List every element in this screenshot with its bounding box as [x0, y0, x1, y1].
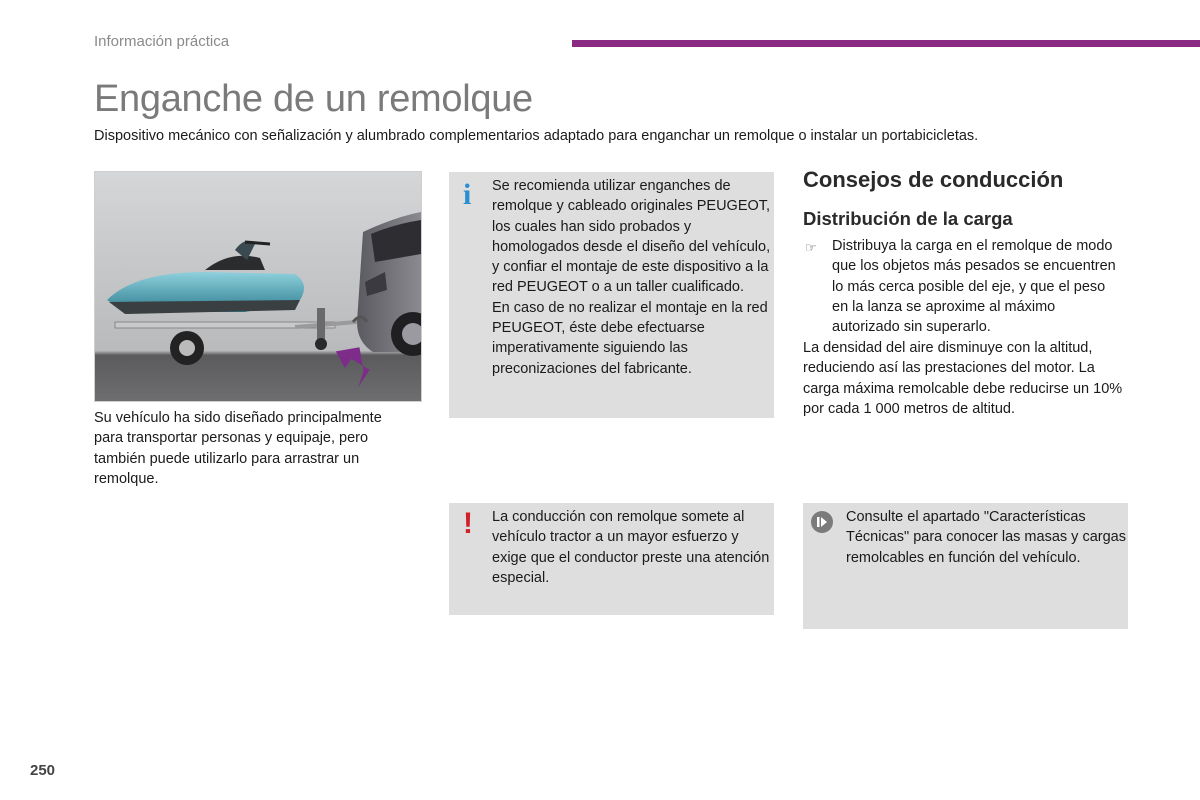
- load-bullet: [803, 236, 1123, 337]
- pointing-hand-icon: ☞: [805, 240, 817, 255]
- info-text: [492, 176, 772, 379]
- reference-box: [803, 503, 1128, 629]
- reference-text: Consulte el apartado "Características Técnicas" para conocer las masas y cargas remolcables en función del vehículo.: [846, 509, 1126, 566]
- intro-text: Su vehículo ha sido diseñado principalmente para transportar personas y equipaje, pero también puede utilizarlo para arrastrar un remolque.: [94, 410, 382, 487]
- driving-tips-heading: Consejos de conducción: [803, 167, 1064, 192]
- load-bullet-text: Distribuya la carga en el remolque de modo que los objetos más pesados se encuentren lo más cerca posible del eje, y que el peso en la lanza se aproxime al máximo autorizado sin superarlo.: [832, 238, 1116, 336]
- info-paragraph-1: Se recomienda utilizar enganches de remolque y cableado originales PEUGEOT, los cuales han sido probados y homologados desde el diseño del vehículo, y confiar el montaje de este dispositivo a la red PEUGEOT o a un taller cualificado.: [492, 178, 771, 296]
- page-subtitle: Dispositivo mecánico con señalización y alumbrado complementarios adaptado para enganchar un remolque o instalar un portabicicletas.: [94, 128, 979, 144]
- load-distribution-heading: Distribución de la carga: [803, 208, 1013, 229]
- accent-bar: [572, 40, 1200, 47]
- warning-icon: !: [463, 507, 473, 540]
- trailer-hitch-image: [95, 172, 421, 401]
- reference-arrow-icon: [811, 511, 833, 533]
- section-label: Información práctica: [94, 33, 230, 50]
- info-paragraph-2: En caso de no realizar el montaje en la red PEUGEOT, éste debe efectuarse imperativamente siguiendo las preconizaciones del fabricante.: [492, 299, 768, 377]
- towing-illustration: [94, 171, 422, 402]
- info-box: [449, 172, 774, 418]
- page-title: Enganche de un remolque: [94, 78, 533, 120]
- warning-box: [449, 503, 774, 615]
- altitude-text: La densidad del aire disminuye con la altitud, reduciendo así las prestaciones del motor. La carga máxima remolcable debe reducirse un 10% por cada 1 000 metros de altitud.: [803, 340, 1123, 417]
- page-number: 250: [30, 762, 56, 779]
- warning-text: La conducción con remolque somete al vehículo tractor a un mayor esfuerzo y exige que el conductor preste una atención especial.: [492, 509, 770, 586]
- info-icon: i: [463, 178, 472, 211]
